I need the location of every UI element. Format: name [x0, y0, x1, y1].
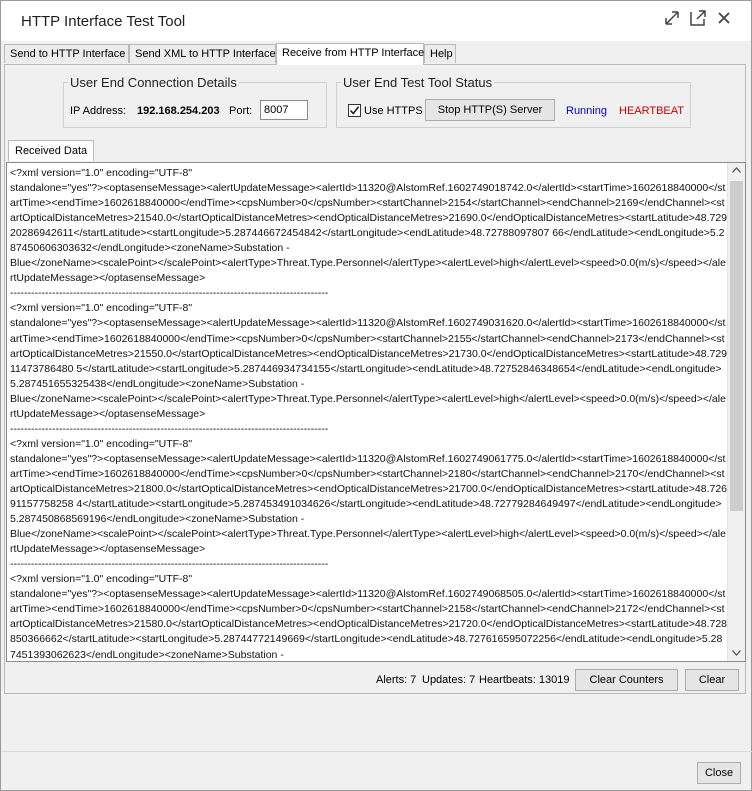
- heartbeat-status: HEARTBEAT: [619, 105, 684, 117]
- heartbeats-count: Heartbeats: 13019: [479, 674, 570, 686]
- tab-help[interactable]: Help: [424, 44, 456, 63]
- use-https-checkbox[interactable]: [348, 104, 361, 117]
- alerts-count: Alerts: 7: [376, 674, 417, 686]
- maximize-icon[interactable]: [689, 9, 707, 27]
- updates-count: Updates: 7: [422, 674, 476, 686]
- clear-button[interactable]: Clear: [685, 669, 739, 691]
- main-tabs: [4, 43, 744, 64]
- received-data-text: <?xml version="1.0" encoding="UTF-8" standalone="yes"?><optasenseMessage><alertUpdateMessage><alertId>11320@AlstomRef.1602749018742.0</alertId><startTime>1602618840000</startTime><endTime>1602618840000</endTime><cpsNumber>0</cpsNumber><startChannel>2154</startChannel><endChannel>2169</endChannel><startOpticalDistanceMetres>21540.0</startOpticalDistanceMetres><endOpticalDistanceMetres>21690.0</endOpticalDistanceMetres><startLatitude>48.72920286942611</startLatitude><startLongitude>5.287446672454842</startLongitude><endLatitude>48.72788097807 66</endLatitude><endLongitude>5.287450606303632</endLongitude><zoneName>Substation - Blue</zoneName><scalePoint></scalePoint><alertType>Threat.Type.Personnel</alertType><alertLevel>high</alertLevel><speed>0.0(m/s)</speed></alertUpdateMessage></optasenseMessage> ------------------------------------------------------------------------------------------- <?xml version="1.0" encoding="UTF-8" standalone="yes"?><optasenseMessage><alertUpdateMessage><alertId>11320@AlstomRef.1602749031620.0</alertId><startTime>1602618840000</startTime><endTime>1602618840000</endTime><cpsNumber>0</cpsNumber><startChannel>2155</startChannel><endChannel>2173</endChannel><startOpticalDistanceMetres>21550.0</startOpticalDistanceMetres><endOpticalDistanceMetres>21730.0</endOpticalDistanceMetres><startLatitude>48.72911473786480 5</startLatitude><startLongitude>5.287446934734155</startLongitude><endLatitude>48.72752846348654</endLatitude><endLongitude>5.287451655325438</endLongitude><zoneName>Substation - Blue</zoneName><scalePoint></scalePoint><alertType>Threat.Type.Personnel</alertType><alertLevel>high</alertLevel><speed>0.0(m/s)</speed></alertUpdateMessage></optasenseMessage> ------------------------------------------------------------------------------------------- <?xml version="1.0" encoding="UTF-8" standalone="yes"?><optasenseMessage><alertUpdateMessage><alertId>11320@AlstomRef.1602749061775.0</alertId><startTime>1602618840000</startTime><endTime>1602618840000</endTime><cpsNumber>0</cpsNumber><startChannel>2180</startChannel><endChannel>2170</endChannel><startOpticalDistanceMetres>21800.0</startOpticalDistanceMetres><endOpticalDistanceMetres>21700.0</endOpticalDistanceMetres><startLatitude>48.72691157758258 4</startLatitude><startLongitude>5.287453491034626</startLongitude><endLatitude>48.72779284649497</endLatitude><endLongitude>5.287450868569196</endLongitude><zoneName>Substation - Blue</zoneName><scalePoint></scalePoint><alertType>Threat.Type.Personnel</alertType><alertLevel>high</alertLevel><speed>0.0(m/s)</speed></alertUpdateMessage></optasenseMessage> ------------------------------------------------------------------------------------------- <?xml version="1.0" encoding="UTF-8" standalone="yes"?><optasenseMessage><alertUpdateMessage><alertId>11320@AlstomRef.1602749068505.0</alertId><startTime>1602618840000</startTime><endTime>1602618840000</endTime><cpsNumber>0</cpsNumber><startChannel>2158</startChannel><endChannel>2172</endChannel><startOpticalDistanceMetres>21580.0</startOpticalDistanceMetres><endOpticalDistanceMetres>21720.0</endOpticalDistanceMetres><startLatitude>48.728850366662</startLatitude><startLongitude>5.28744772149669</startLongitude><endLatitude>48.727616595072256</endLatitude><endLongitude>5.287451393062623</endLongitude><zoneName>Substation -: [10, 167, 728, 661]
- restore-icon[interactable]: [663, 9, 681, 27]
- status-group-title: User End Test Tool Status: [343, 75, 493, 90]
- window-title: HTTP Interface Test Tool: [21, 13, 186, 30]
- running-status: Running: [566, 105, 607, 117]
- scrollbar-thumb[interactable]: [730, 181, 743, 511]
- scroll-down-icon[interactable]: [732, 650, 741, 656]
- scroll-up-icon[interactable]: [732, 167, 741, 173]
- tab-send-xml[interactable]: Send XML to HTTP Interface: [129, 44, 276, 63]
- ip-address-value: 192.168.254.203: [137, 105, 220, 117]
- vertical-scrollbar[interactable]: [727, 163, 745, 661]
- title-bar: [1, 1, 751, 41]
- received-data-textarea[interactable]: [6, 162, 746, 662]
- close-icon[interactable]: [715, 9, 733, 27]
- clear-counters-button[interactable]: Clear Counters: [575, 669, 678, 691]
- tab-receive-http[interactable]: Receive from HTTP Interface: [276, 43, 424, 65]
- connection-group-title: User End Connection Details: [70, 75, 237, 90]
- use-https-label: Use HTTPS: [364, 105, 423, 117]
- tab-received-data[interactable]: Received Data: [8, 140, 94, 161]
- footer-divider: [1, 751, 752, 752]
- checkmark-icon: [349, 105, 360, 116]
- tab-send-http[interactable]: Send to HTTP Interface: [4, 44, 129, 63]
- port-label: Port:: [229, 105, 253, 117]
- close-button[interactable]: Close: [697, 762, 741, 784]
- ip-address-label: IP Address:: [70, 105, 127, 117]
- stop-server-button[interactable]: Stop HTTP(S) Server: [425, 99, 555, 121]
- port-input[interactable]: [260, 100, 308, 120]
